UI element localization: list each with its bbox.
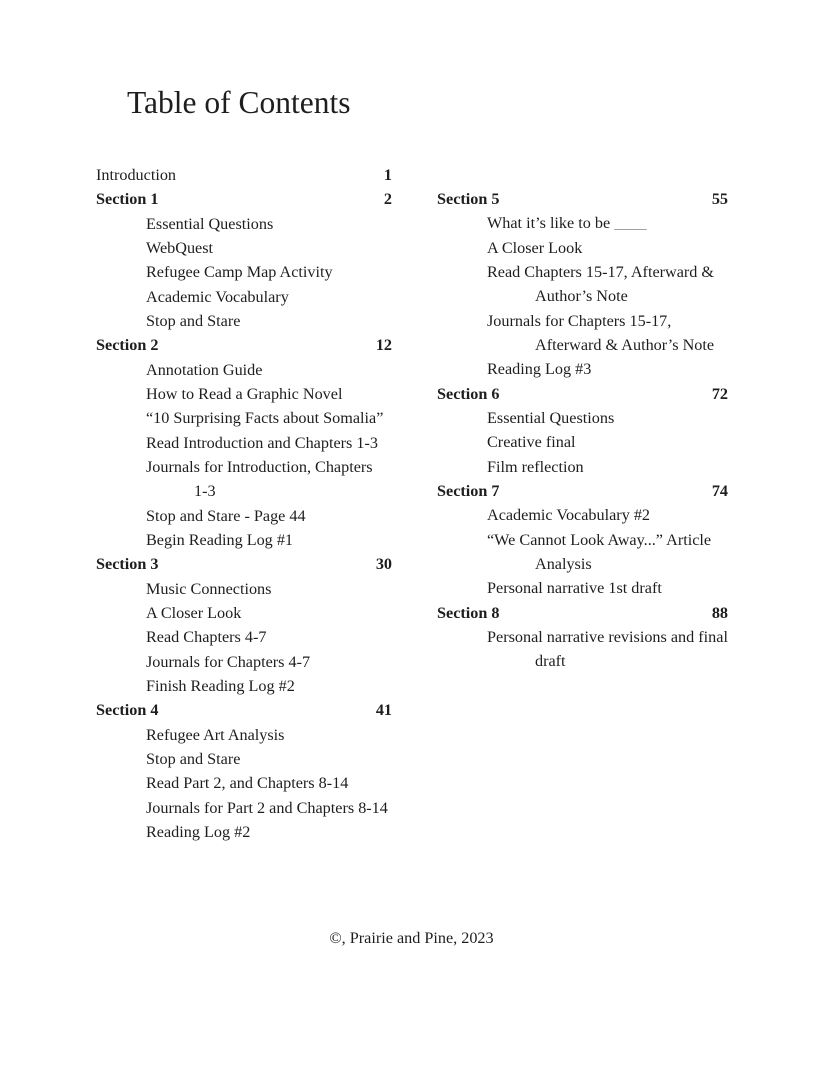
toc-item-row: [437, 576, 728, 600]
toc-item-row: [437, 260, 728, 284]
toc-item-row: [96, 820, 392, 844]
toc-entry-label: Afterward & Author’s Note: [535, 335, 715, 354]
toc-item-row: [437, 406, 728, 430]
toc-column-left: [96, 163, 392, 844]
toc-item-row: [96, 528, 392, 552]
toc-item-row: [96, 650, 392, 674]
toc-entry-page: 88: [711, 603, 728, 622]
toc-entry-label: Film reflection: [487, 457, 584, 476]
toc-entry-label: Finish Reading Log #2: [146, 676, 295, 695]
toc-section-row: [96, 333, 392, 357]
toc-item-row: [96, 479, 392, 503]
toc-entry-label: Essential Questions: [487, 408, 615, 427]
toc-section-row: [437, 187, 728, 211]
toc-item-row: [437, 528, 728, 552]
toc-entry-label: Academic Vocabulary: [146, 287, 289, 306]
toc-entry-label: Section 7: [437, 481, 500, 500]
toc-item-row: [437, 430, 728, 454]
toc-entry-label: “We Cannot Look Away...” Article: [487, 530, 712, 549]
toc-entry-label: Academic Vocabulary #2: [487, 506, 651, 525]
toc-item-row: [437, 333, 728, 357]
toc-section-row: [437, 479, 728, 503]
toc-item-row: [437, 211, 728, 235]
toc-item-row: [96, 747, 392, 771]
page-title: Table of Contents: [127, 85, 351, 120]
toc-entry-label: Journals for Chapters 15-17,: [487, 311, 672, 330]
toc-item-row: [96, 577, 392, 601]
toc-item-row: [96, 796, 392, 820]
toc-entry-page: 1: [383, 166, 392, 184]
toc-entry-label: What it’s like to be ____: [487, 214, 647, 233]
toc-entry-label: 1-3: [194, 482, 216, 501]
toc-entry-label: Personal narrative revisions and final: [487, 627, 728, 646]
toc-item-row: [437, 503, 728, 527]
toc-item-row: [96, 260, 392, 284]
toc-item-row: [96, 236, 392, 260]
toc-entry-label: Section 5: [437, 190, 500, 208]
toc-entry-label: Read Introduction and Chapters 1-3: [146, 433, 378, 452]
toc-item-row: [96, 431, 392, 455]
toc-item-row: [96, 625, 392, 649]
toc-entry-label: Read Part 2, and Chapters 8-14: [146, 774, 349, 793]
toc-entry-label: Refugee Art Analysis: [146, 725, 285, 744]
toc-item-row: [96, 771, 392, 795]
toc-item-row: [96, 406, 392, 430]
toc-entry-label: Journals for Chapters 4-7: [146, 652, 311, 671]
toc-entry-label: A Closer Look: [146, 603, 242, 622]
toc-entry-page: 12: [375, 336, 392, 355]
toc-entry-label: Journals for Introduction, Chapters: [146, 457, 373, 476]
toc-item-row: [437, 236, 728, 260]
toc-item-row: [96, 455, 392, 479]
toc-entry-label: Section 4: [96, 701, 159, 720]
toc-item-row: [96, 674, 392, 698]
toc-entry-label: Reading Log #3: [487, 360, 592, 379]
toc-entry-label: Introduction: [96, 166, 177, 184]
toc-entry-label: Stop and Stare: [146, 311, 241, 330]
toc-entry-label: How to Read a Graphic Novel: [146, 384, 343, 403]
toc-entry-label: Music Connections: [146, 579, 272, 598]
toc-entry-label: Journals for Part 2 and Chapters 8-14: [146, 798, 388, 817]
toc-entry-label: Read Chapters 15-17, Afterward &: [487, 262, 715, 281]
toc-entry-label: Section 2: [96, 336, 159, 355]
toc-section-row: [96, 698, 392, 722]
toc-entry-page: 2: [383, 190, 392, 209]
toc-entry-page: 74: [711, 481, 728, 500]
toc-entry-label: Section 6: [437, 384, 500, 403]
toc-entry-label: Section 1: [96, 190, 159, 209]
toc-entry-label: Author’s Note: [535, 287, 628, 306]
fill-in-blank: ____: [614, 214, 647, 233]
toc-entry-page: 41: [375, 701, 392, 720]
toc-item-row: [96, 504, 392, 528]
toc-entry-label: Reading Log #2: [146, 822, 251, 841]
toc-entry-label: Refugee Camp Map Activity: [146, 263, 333, 282]
toc-item-row: [437, 309, 728, 333]
toc-item-row: [96, 285, 392, 309]
toc-entry-label: Analysis: [535, 554, 592, 573]
toc-entry-label: draft: [535, 652, 566, 671]
toc-entry-label: Read Chapters 4-7: [146, 628, 267, 647]
toc-entry-label: Annotation Guide: [146, 360, 263, 379]
toc-entry-label: Section 3: [96, 555, 159, 574]
toc-item-row: [437, 625, 728, 649]
toc-item-row: [96, 601, 392, 625]
toc-entry-label: Creative final: [487, 433, 576, 452]
toc-entry-label: Section 8: [437, 603, 500, 622]
toc-item-row: [437, 284, 728, 308]
toc-section-row: [437, 601, 728, 625]
toc-item-row: [96, 309, 392, 333]
toc-item-row: [96, 358, 392, 382]
toc-entry-label: “10 Surprising Facts about Somalia”: [146, 409, 384, 428]
toc-entry-label: A Closer Look: [487, 238, 583, 257]
toc-item-row: [437, 552, 728, 576]
toc-item-row: [437, 357, 728, 381]
toc-entry-label: Stop and Stare - Page 44: [146, 506, 306, 525]
toc-entry-label: Essential Questions: [146, 214, 274, 233]
toc-section-row: [96, 187, 392, 211]
toc-entry-label: Personal narrative 1st draft: [487, 579, 662, 598]
toc-entry-page: 30: [375, 555, 392, 574]
toc-item-row: [96, 212, 392, 236]
toc-section-row: [96, 552, 392, 576]
toc-item-row: [437, 455, 728, 479]
toc-entry-label: Begin Reading Log #1: [146, 530, 294, 549]
toc-entry-label: WebQuest: [146, 238, 214, 257]
toc-section-row: [96, 163, 392, 187]
toc-entry-page: 72: [711, 384, 728, 403]
toc-section-row: [437, 382, 728, 406]
toc-item-row: [96, 382, 392, 406]
footer-credit: ©, Prairie and Pine, 2023: [329, 929, 494, 947]
toc-entry-page: 55: [711, 190, 728, 208]
toc-column-right: [437, 187, 728, 674]
toc-entry-label: Stop and Stare: [146, 749, 241, 768]
toc-item-row: [437, 649, 728, 673]
toc-item-row: [96, 723, 392, 747]
